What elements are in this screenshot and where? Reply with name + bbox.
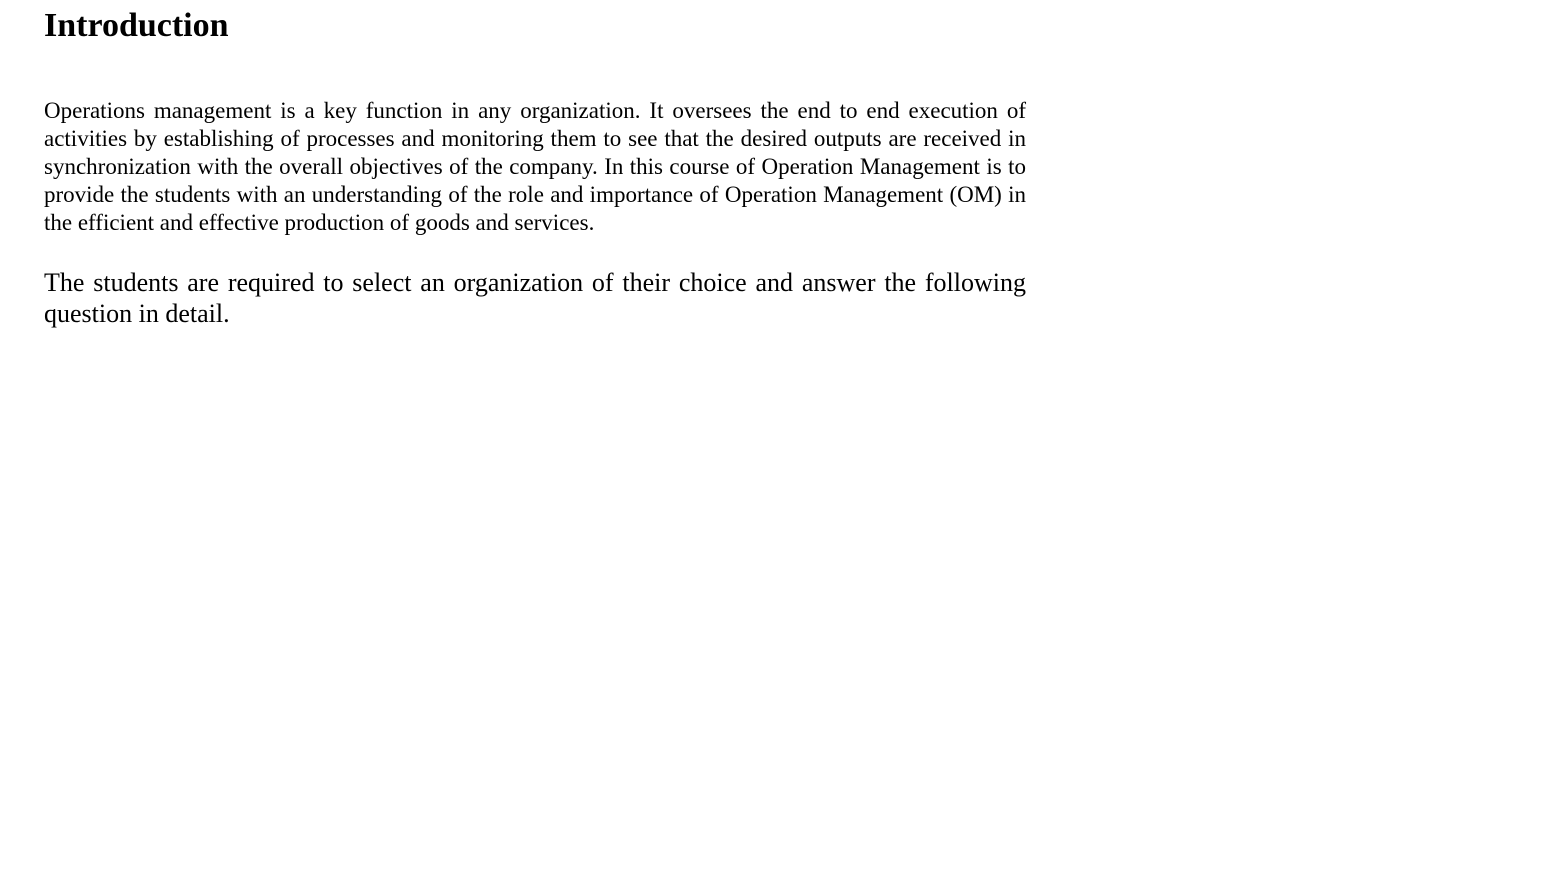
instruction-paragraph: The students are required to select an organization of their choice and answer the following question in detail.	[44, 268, 1026, 328]
intro-paragraph: Operations management is a key function in any organization. It oversees the end to end execution of activities by establishing of processes and monitoring them to see that the desired outputs are received in synchronization with the overall objectives of the company. In this course of Operation Management is to provide the students with an understanding of the role and importance of Operation Management (OM) in the efficient and effective production of goods and services.	[44, 98, 1026, 235]
document-page	[44, 0, 1026, 329]
section-heading: Introduction	[44, 7, 229, 44]
